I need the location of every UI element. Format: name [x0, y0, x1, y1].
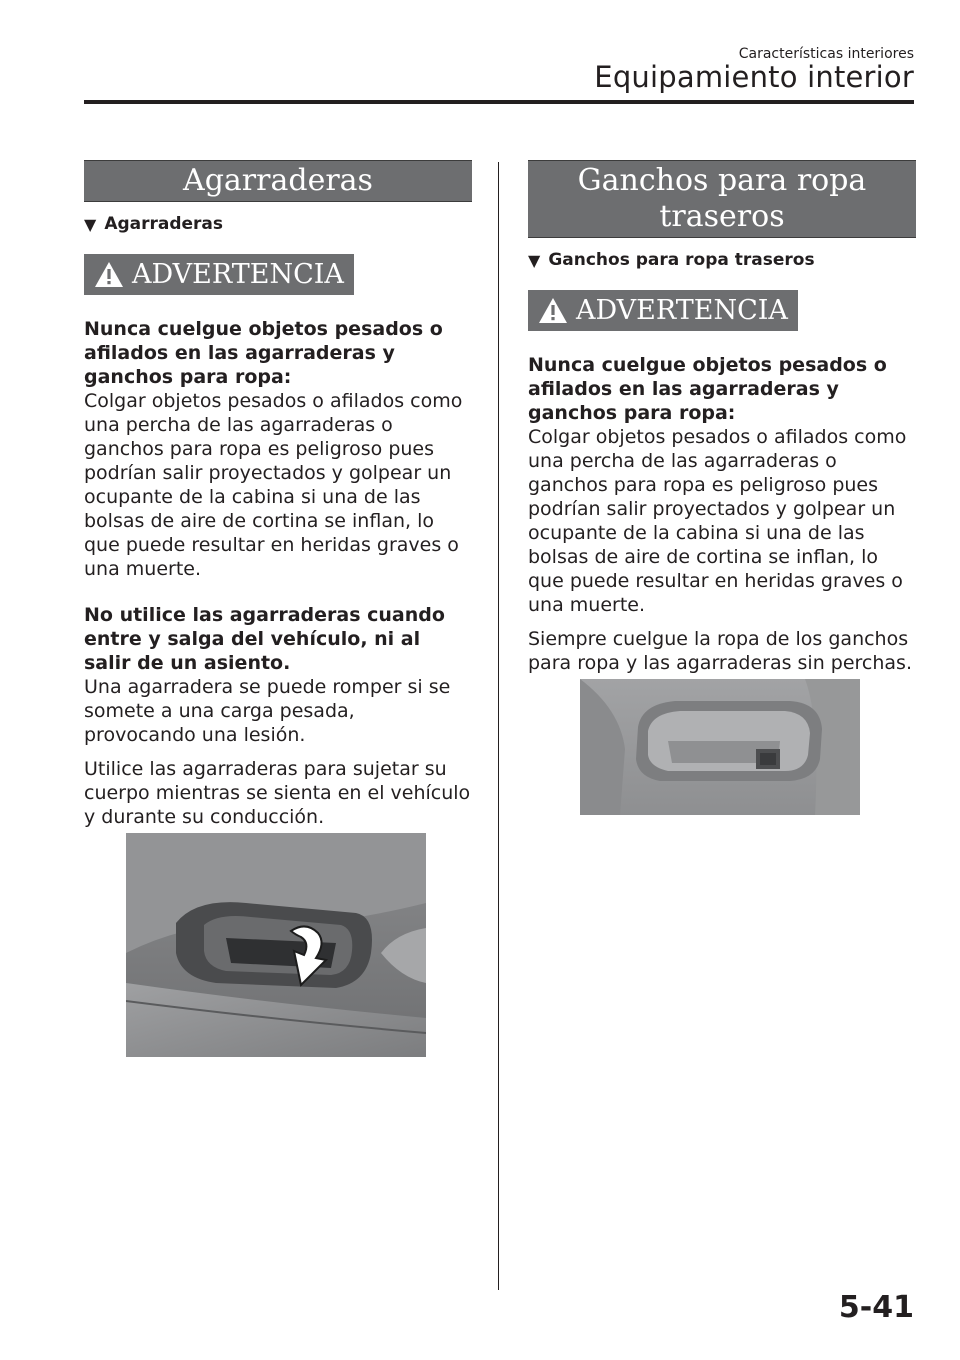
warning-badge: [84, 254, 354, 295]
body-paragraph: Utilice las agarraderas para sujetar su cuerpo mientras se sienta en el vehículo y durante su conducción.: [84, 758, 471, 828]
coat-hook-illustration: [580, 679, 860, 815]
section-heading-ganchos: Ganchos para ropa traseros: [528, 160, 916, 238]
warning-text: Colgar objetos pesados o afilados como una percha de las agarraderas o ganchos para ropa es peligroso pues podrían salir proyectados y golpear un ocupante de la cabina si una de las bolsas de aire de cortina se inflan, lo que puede resultar en heridas graves o una muerte.: [528, 426, 907, 616]
warning-label: ADVERTENCIA: [132, 259, 344, 290]
assist-grip-illustration: [126, 833, 426, 1057]
triangle-down-icon: ▼: [84, 214, 97, 234]
subheading-text: Ganchos para ropa traseros: [548, 250, 815, 270]
warning-2-bold: No utilice las agarraderas cuando entre y salga del vehículo, ni al salir de un asiento.: [84, 604, 445, 674]
page-number: 5-41: [838, 1290, 914, 1325]
warning-bold: Nunca cuelgue objetos pesados o afilados en las agarraderas y ganchos para ropa:: [528, 354, 887, 424]
section-heading-agarraderas: Agarraderas: [84, 160, 472, 202]
warning-paragraph-2: [84, 603, 472, 747]
warning-2-text: Una agarradera se puede romper si se somete a una carga pesada, provocando una lesión.: [84, 676, 451, 746]
left-column: [84, 160, 472, 1057]
right-column: [528, 160, 916, 815]
warning-label: ADVERTENCIA: [576, 295, 788, 326]
triangle-down-icon: ▼: [528, 250, 541, 270]
warning-badge: [528, 290, 798, 331]
subheading-text: Agarraderas: [104, 214, 224, 234]
body-paragraph: Siempre cuelgue la ropa de los ganchos para ropa y las agarraderas sin perchas.: [528, 628, 912, 674]
column-divider: [498, 162, 499, 1290]
section-title: Equipamiento interior: [594, 60, 914, 94]
chapter-title: Características interiores: [738, 46, 914, 62]
warning-1-bold: Nunca cuelgue objetos pesados o afilados en las agarraderas y ganchos para ropa:: [84, 318, 443, 388]
warning-triangle-icon: [94, 261, 124, 288]
warning-paragraph: [528, 353, 916, 617]
subheading: [528, 250, 916, 270]
header-rule: [84, 100, 914, 104]
warning-triangle-icon: [538, 297, 568, 324]
subheading: [84, 214, 472, 234]
warning-1-text: Colgar objetos pesados o afilados como una percha de las agarraderas o ganchos para ropa es peligroso pues podrían salir proyectados y golpear un ocupante de la cabina si una de las bolsas de aire de cortina se inflan, lo que puede resultar en heridas graves o una muerte.: [84, 390, 463, 580]
warning-paragraph-1: [84, 317, 472, 581]
